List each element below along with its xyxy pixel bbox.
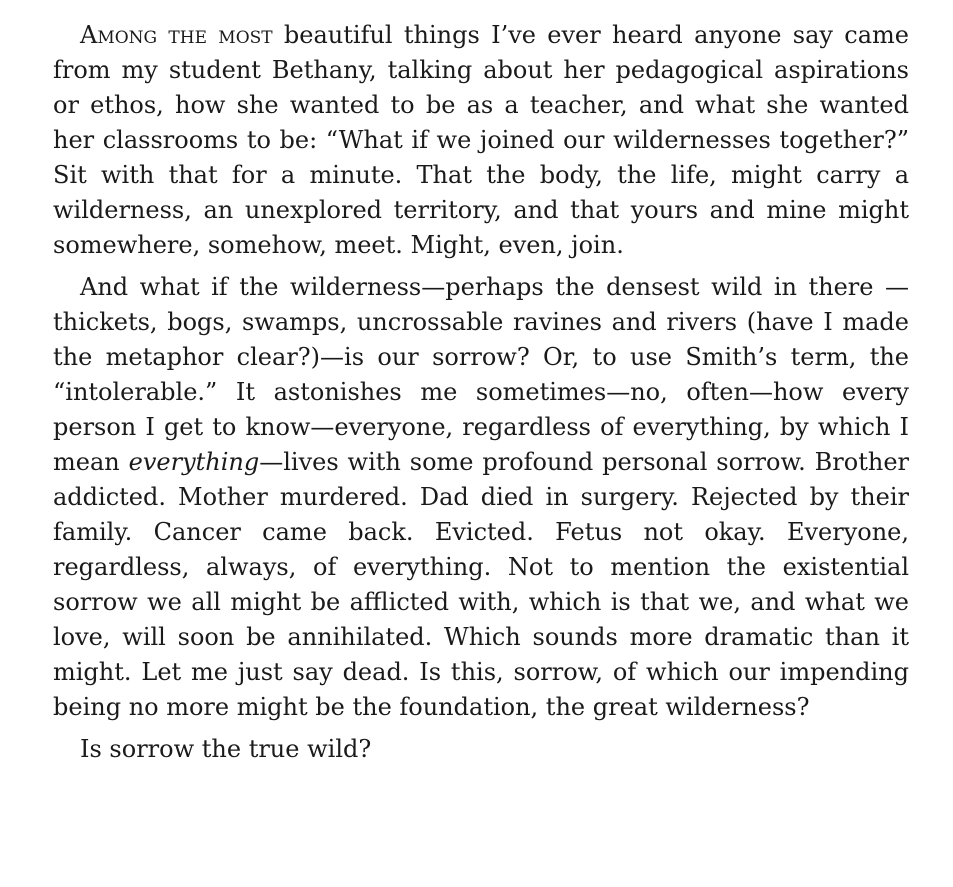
paragraph-1 (53, 18, 909, 263)
paragraph-2 (53, 270, 909, 725)
paragraph-3-text: Is sorrow the true wild? (80, 735, 372, 763)
paragraph-2-text-before: And what if the wilderness—perhaps the densest wild in there —thickets, bogs, swamps, uncrossable ravines and rivers (have I made the metaphor clear?)—is our sorrow? Or, to use Smith’s term, the “intolerable.” It astonishes me sometimes—no, often—how every person I get to know—everyone, regardless of everything, by which I mean (53, 273, 909, 476)
book-page (53, 18, 909, 767)
paragraph-2-text-after: —lives with some profound personal sorrow. Brother addicted. Mother murdered. Dad died in surgery. Rejected by their family. Cancer came back. Evicted. Fetus not okay. Everyone, regardless, always, of everything. Not to mention the existential sorrow we all might be afflicted with, which is that we, and what we love, will soon be annihilated. Which sounds more dramatic than it might. Let me just say dead. Is this, sorrow, of which our impending being no more might be the foundation, the great wilderness? (53, 448, 909, 721)
paragraph-3 (53, 732, 909, 767)
paragraph-1-text: beautiful things I’ve ever heard anyone say came from my student Bethany, talking about her pedagogical aspirations or ethos, how she wanted to be as a teacher, and what she wanted her classrooms to be: “What if we joined our wildernesses together?” Sit with that for a minute. That the body, the life, might carry a wilderness, an unexplored territory, and that yours and mine might somewhere, somehow, meet. Might, even, join. (53, 21, 909, 259)
opening-small-caps: Among the most (80, 21, 273, 49)
paragraph-2-emphasis: everything (128, 448, 260, 476)
